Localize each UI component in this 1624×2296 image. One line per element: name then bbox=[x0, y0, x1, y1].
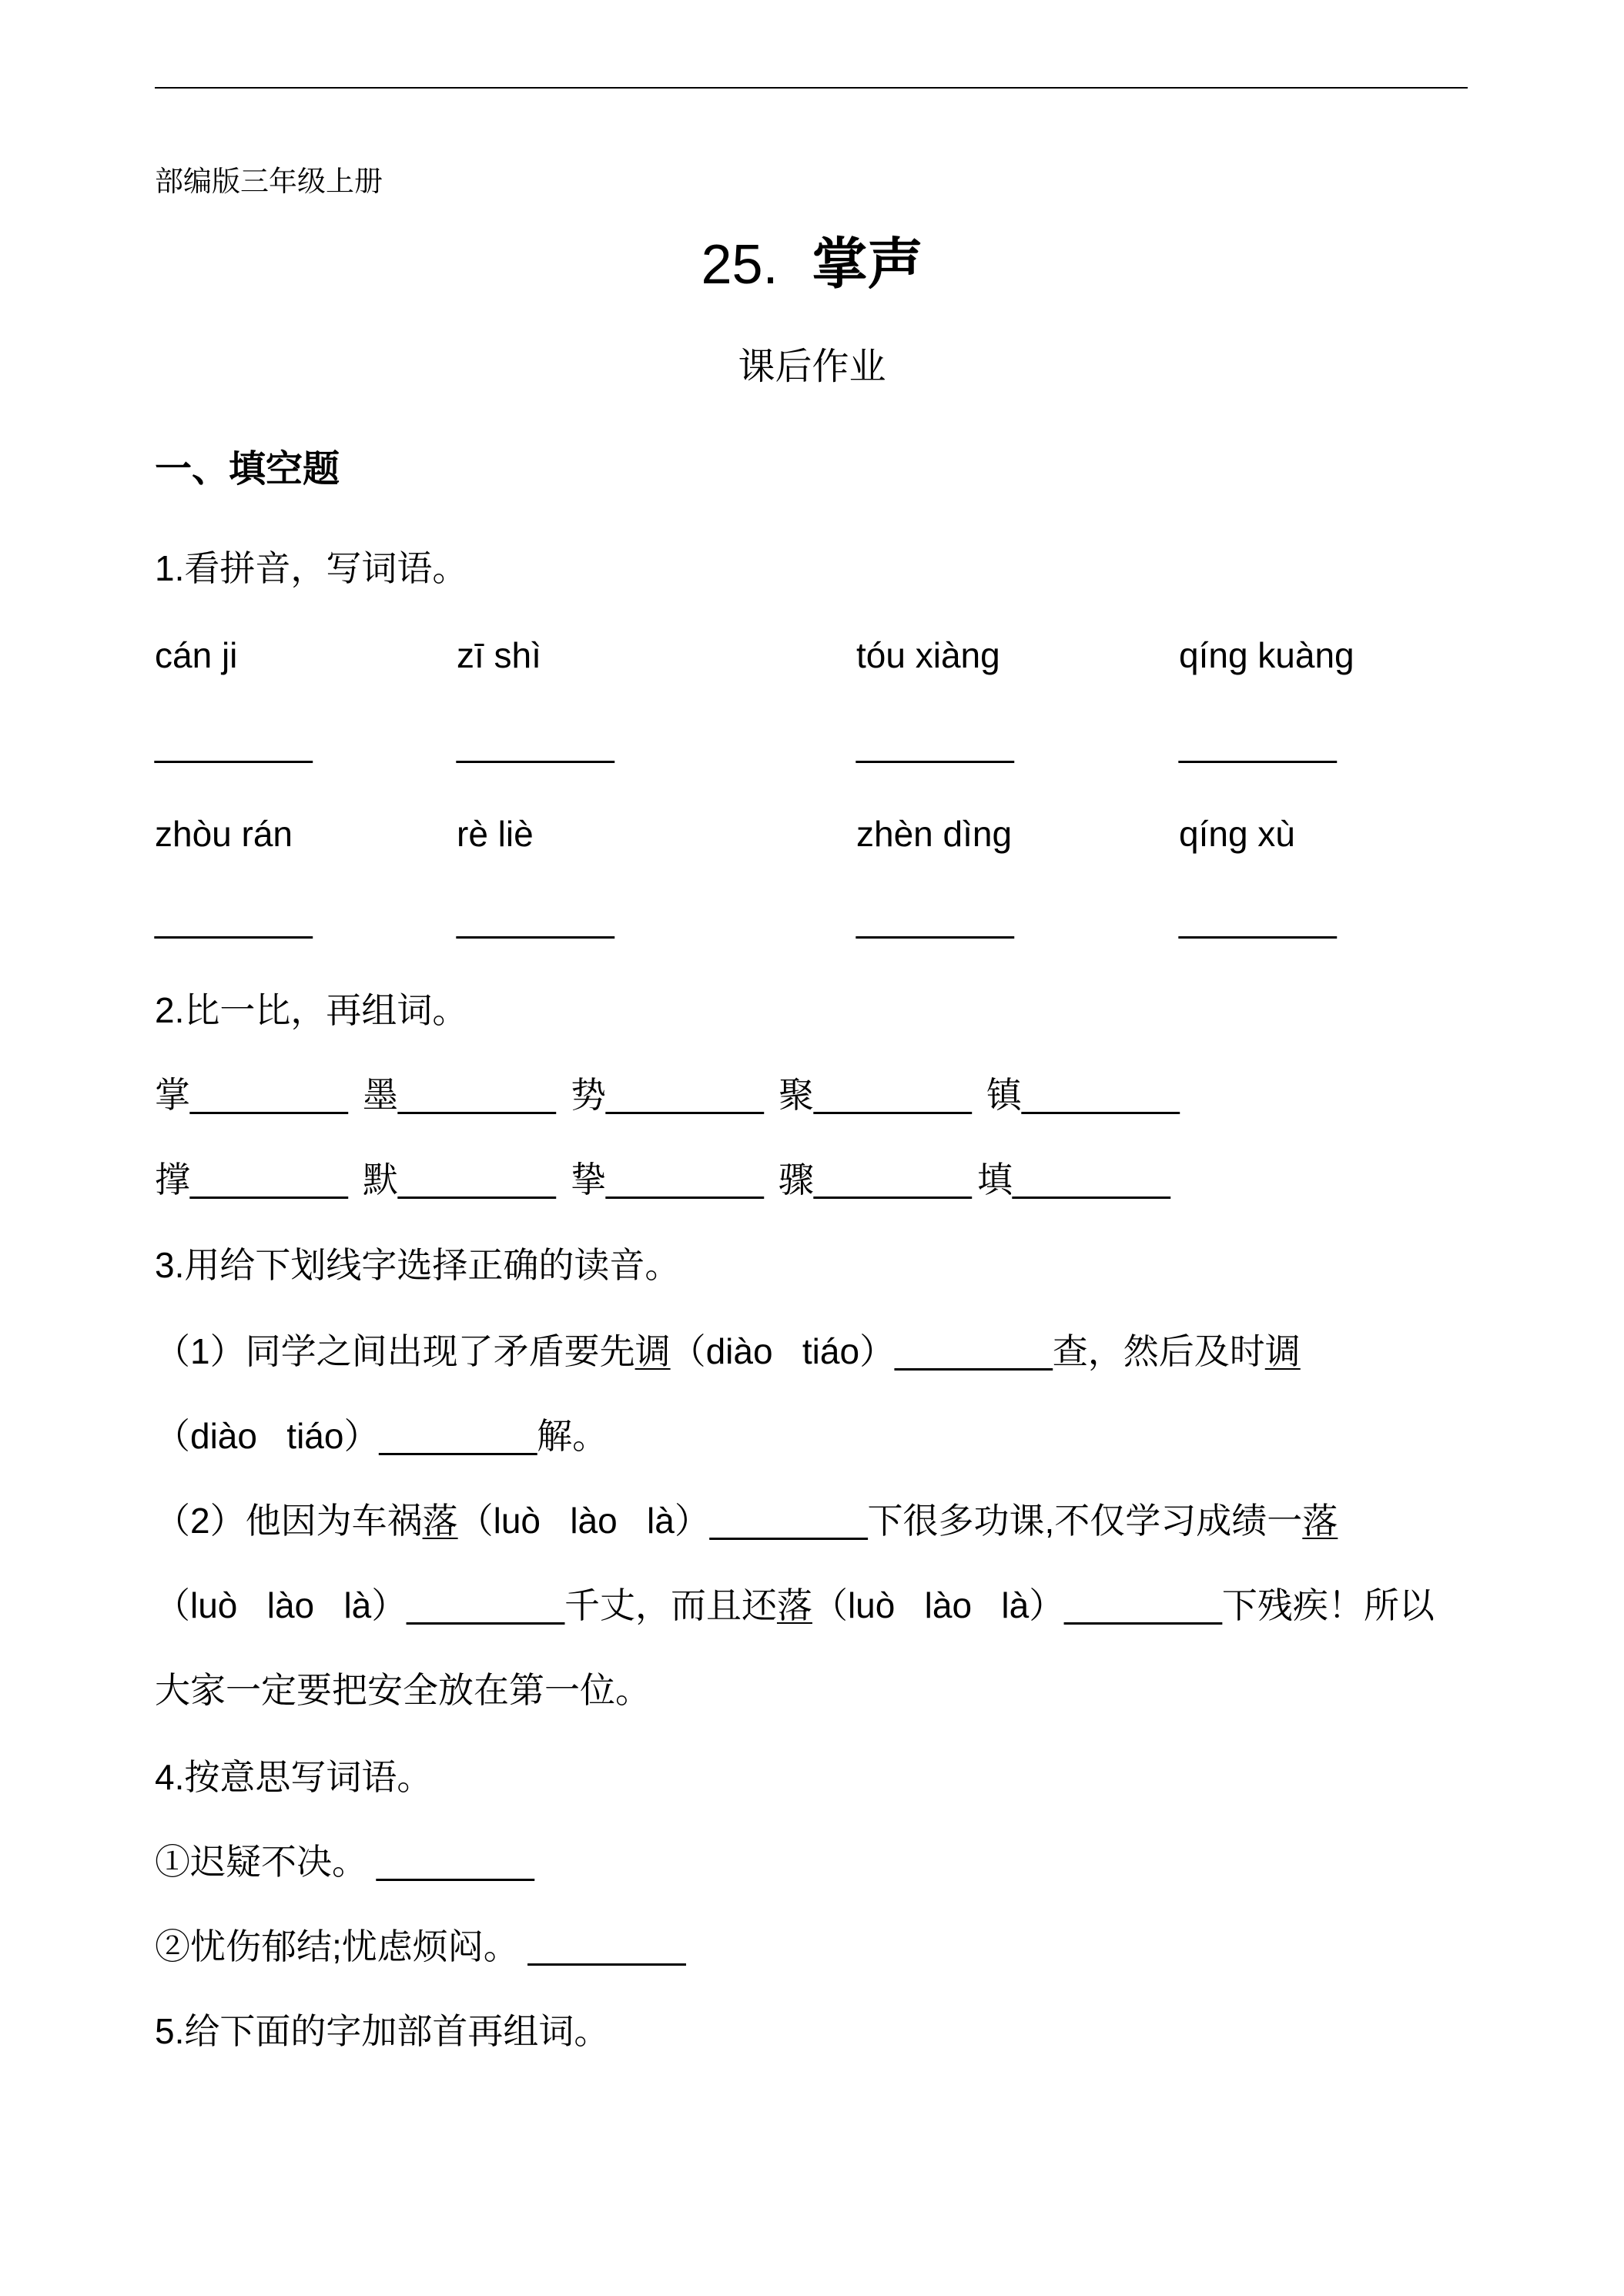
answer-blank: ________ bbox=[1013, 1160, 1170, 1200]
answer-blank: ________ bbox=[527, 1926, 686, 1966]
page-title bbox=[0, 234, 1624, 296]
answer-blank: ________ bbox=[155, 899, 313, 939]
compare-char: 镇 bbox=[986, 1075, 1022, 1115]
compare-char: 掌 bbox=[155, 1075, 190, 1115]
pinyin-label: qíng xù bbox=[1179, 814, 1295, 854]
question-1-prompt: 1.看拼音，写词语。 bbox=[155, 548, 468, 588]
meaning-text: ②忧伤郁结;忧虑烦闷。 bbox=[155, 1926, 519, 1966]
answer-blank: ________ bbox=[190, 1075, 348, 1115]
question-line: 大家一定要把安全放在第一位。 bbox=[155, 1670, 651, 1710]
answer-blank: ________ bbox=[856, 899, 1014, 939]
question-5-prompt: 5.给下面的字加部首再组词。 bbox=[155, 2011, 610, 2051]
answer-blank: ________ bbox=[1064, 1585, 1222, 1625]
compare-char: 墨 bbox=[363, 1075, 398, 1115]
pinyin-label: qíng kuàng bbox=[1179, 635, 1354, 675]
compare-char: 默 bbox=[363, 1160, 398, 1200]
page-subtitle: 课后作业 bbox=[738, 346, 886, 387]
sentence-text: （2）他因为车祸 bbox=[155, 1501, 423, 1541]
pinyin-options: （diào tiáo） bbox=[670, 1331, 896, 1371]
answer-blank: ________ bbox=[398, 1075, 556, 1115]
pinyin-label: rè liè bbox=[457, 814, 534, 854]
compare-item bbox=[363, 1077, 556, 1113]
question-line bbox=[155, 1501, 1338, 1541]
compare-char: 聚 bbox=[779, 1075, 814, 1115]
lesson-number: 25. bbox=[701, 234, 779, 296]
question-2-prompt: 2.比一比，再组词。 bbox=[155, 990, 468, 1030]
sentence-text: 下残疾！所以 bbox=[1221, 1585, 1435, 1625]
answer-blank: ________ bbox=[407, 1585, 564, 1625]
answer-blank: ________ bbox=[856, 724, 1014, 764]
answer-blank: ________ bbox=[457, 899, 614, 939]
question-line bbox=[155, 1331, 1301, 1371]
answer-blank: ________ bbox=[155, 724, 313, 764]
underlined-char: 调 bbox=[1264, 1331, 1301, 1371]
pinyin-label: tóu xiàng bbox=[856, 635, 1000, 675]
answer-blank: ________ bbox=[379, 1416, 537, 1456]
meaning-item bbox=[155, 1926, 686, 1966]
meaning-text: ①迟疑不决。 bbox=[155, 1842, 367, 1882]
answer-blank: ________ bbox=[1179, 724, 1337, 764]
answer-blank: ________ bbox=[1179, 899, 1337, 939]
compare-char: 撑 bbox=[155, 1160, 190, 1200]
answer-blank: ________ bbox=[606, 1160, 764, 1200]
answer-blank: ________ bbox=[814, 1075, 972, 1115]
compare-item bbox=[779, 1077, 972, 1113]
textbook-series: 部编版三年级上册 bbox=[155, 166, 383, 197]
compare-item bbox=[986, 1077, 1180, 1113]
underlined-char: 落 bbox=[776, 1585, 812, 1625]
sentence-text: （1）同学之间出现了矛盾要先 bbox=[155, 1331, 635, 1371]
sentence-text: 解。 bbox=[537, 1416, 608, 1456]
answer-blank: ________ bbox=[377, 1842, 534, 1882]
compare-item bbox=[155, 1077, 348, 1113]
compare-item bbox=[571, 1077, 764, 1113]
compare-item bbox=[363, 1160, 556, 1200]
underlined-char: 调 bbox=[635, 1331, 671, 1371]
pinyin-label: zī shì bbox=[457, 635, 541, 675]
answer-blank: ________ bbox=[190, 1160, 348, 1200]
compare-char: 填 bbox=[977, 1160, 1013, 1200]
answer-blank: ________ bbox=[895, 1331, 1053, 1371]
pinyin-options: （luò lào là） bbox=[457, 1501, 710, 1541]
pinyin-label: cán ji bbox=[155, 635, 238, 675]
compare-char: 挚 bbox=[571, 1160, 606, 1200]
underlined-char: 落 bbox=[422, 1501, 458, 1541]
compare-item bbox=[779, 1160, 972, 1200]
answer-blank: ________ bbox=[606, 1075, 764, 1115]
section-heading: 一、填空题 bbox=[155, 449, 340, 490]
sentence-text: 下很多功课,不仅学习成绩一 bbox=[867, 1501, 1303, 1541]
compare-item bbox=[571, 1160, 764, 1200]
pinyin-label: zhòu rán bbox=[155, 814, 293, 854]
lesson-name: 掌声 bbox=[812, 234, 923, 296]
pinyin-options: （diào tiáo） bbox=[155, 1416, 380, 1456]
answer-blank: ________ bbox=[398, 1160, 556, 1200]
meaning-item bbox=[155, 1842, 534, 1882]
compare-char: 势 bbox=[571, 1075, 606, 1115]
question-line bbox=[155, 1585, 1435, 1625]
answer-blank: ________ bbox=[709, 1501, 868, 1541]
compare-item bbox=[977, 1160, 1170, 1200]
answer-blank: ________ bbox=[814, 1160, 972, 1200]
pinyin-options: （luò lào là） bbox=[155, 1585, 407, 1625]
underlined-char: 落 bbox=[1302, 1501, 1338, 1541]
pinyin-options: （luò lào là） bbox=[812, 1585, 1065, 1625]
header-rule bbox=[155, 87, 1468, 89]
question-line bbox=[155, 1418, 608, 1454]
compare-char: 骤 bbox=[779, 1160, 814, 1200]
sentence-text: 千丈，而且还 bbox=[564, 1585, 777, 1625]
answer-blank: ________ bbox=[457, 724, 614, 764]
question-4-prompt: 4.按意思写词语。 bbox=[155, 1757, 433, 1797]
sentence-text: 查，然后及时 bbox=[1052, 1331, 1265, 1371]
compare-item bbox=[155, 1160, 348, 1200]
pinyin-label: zhèn dìng bbox=[856, 814, 1013, 854]
question-3-prompt: 3.用给下划线字选择正确的读音。 bbox=[155, 1245, 681, 1285]
answer-blank: ________ bbox=[1022, 1075, 1180, 1115]
